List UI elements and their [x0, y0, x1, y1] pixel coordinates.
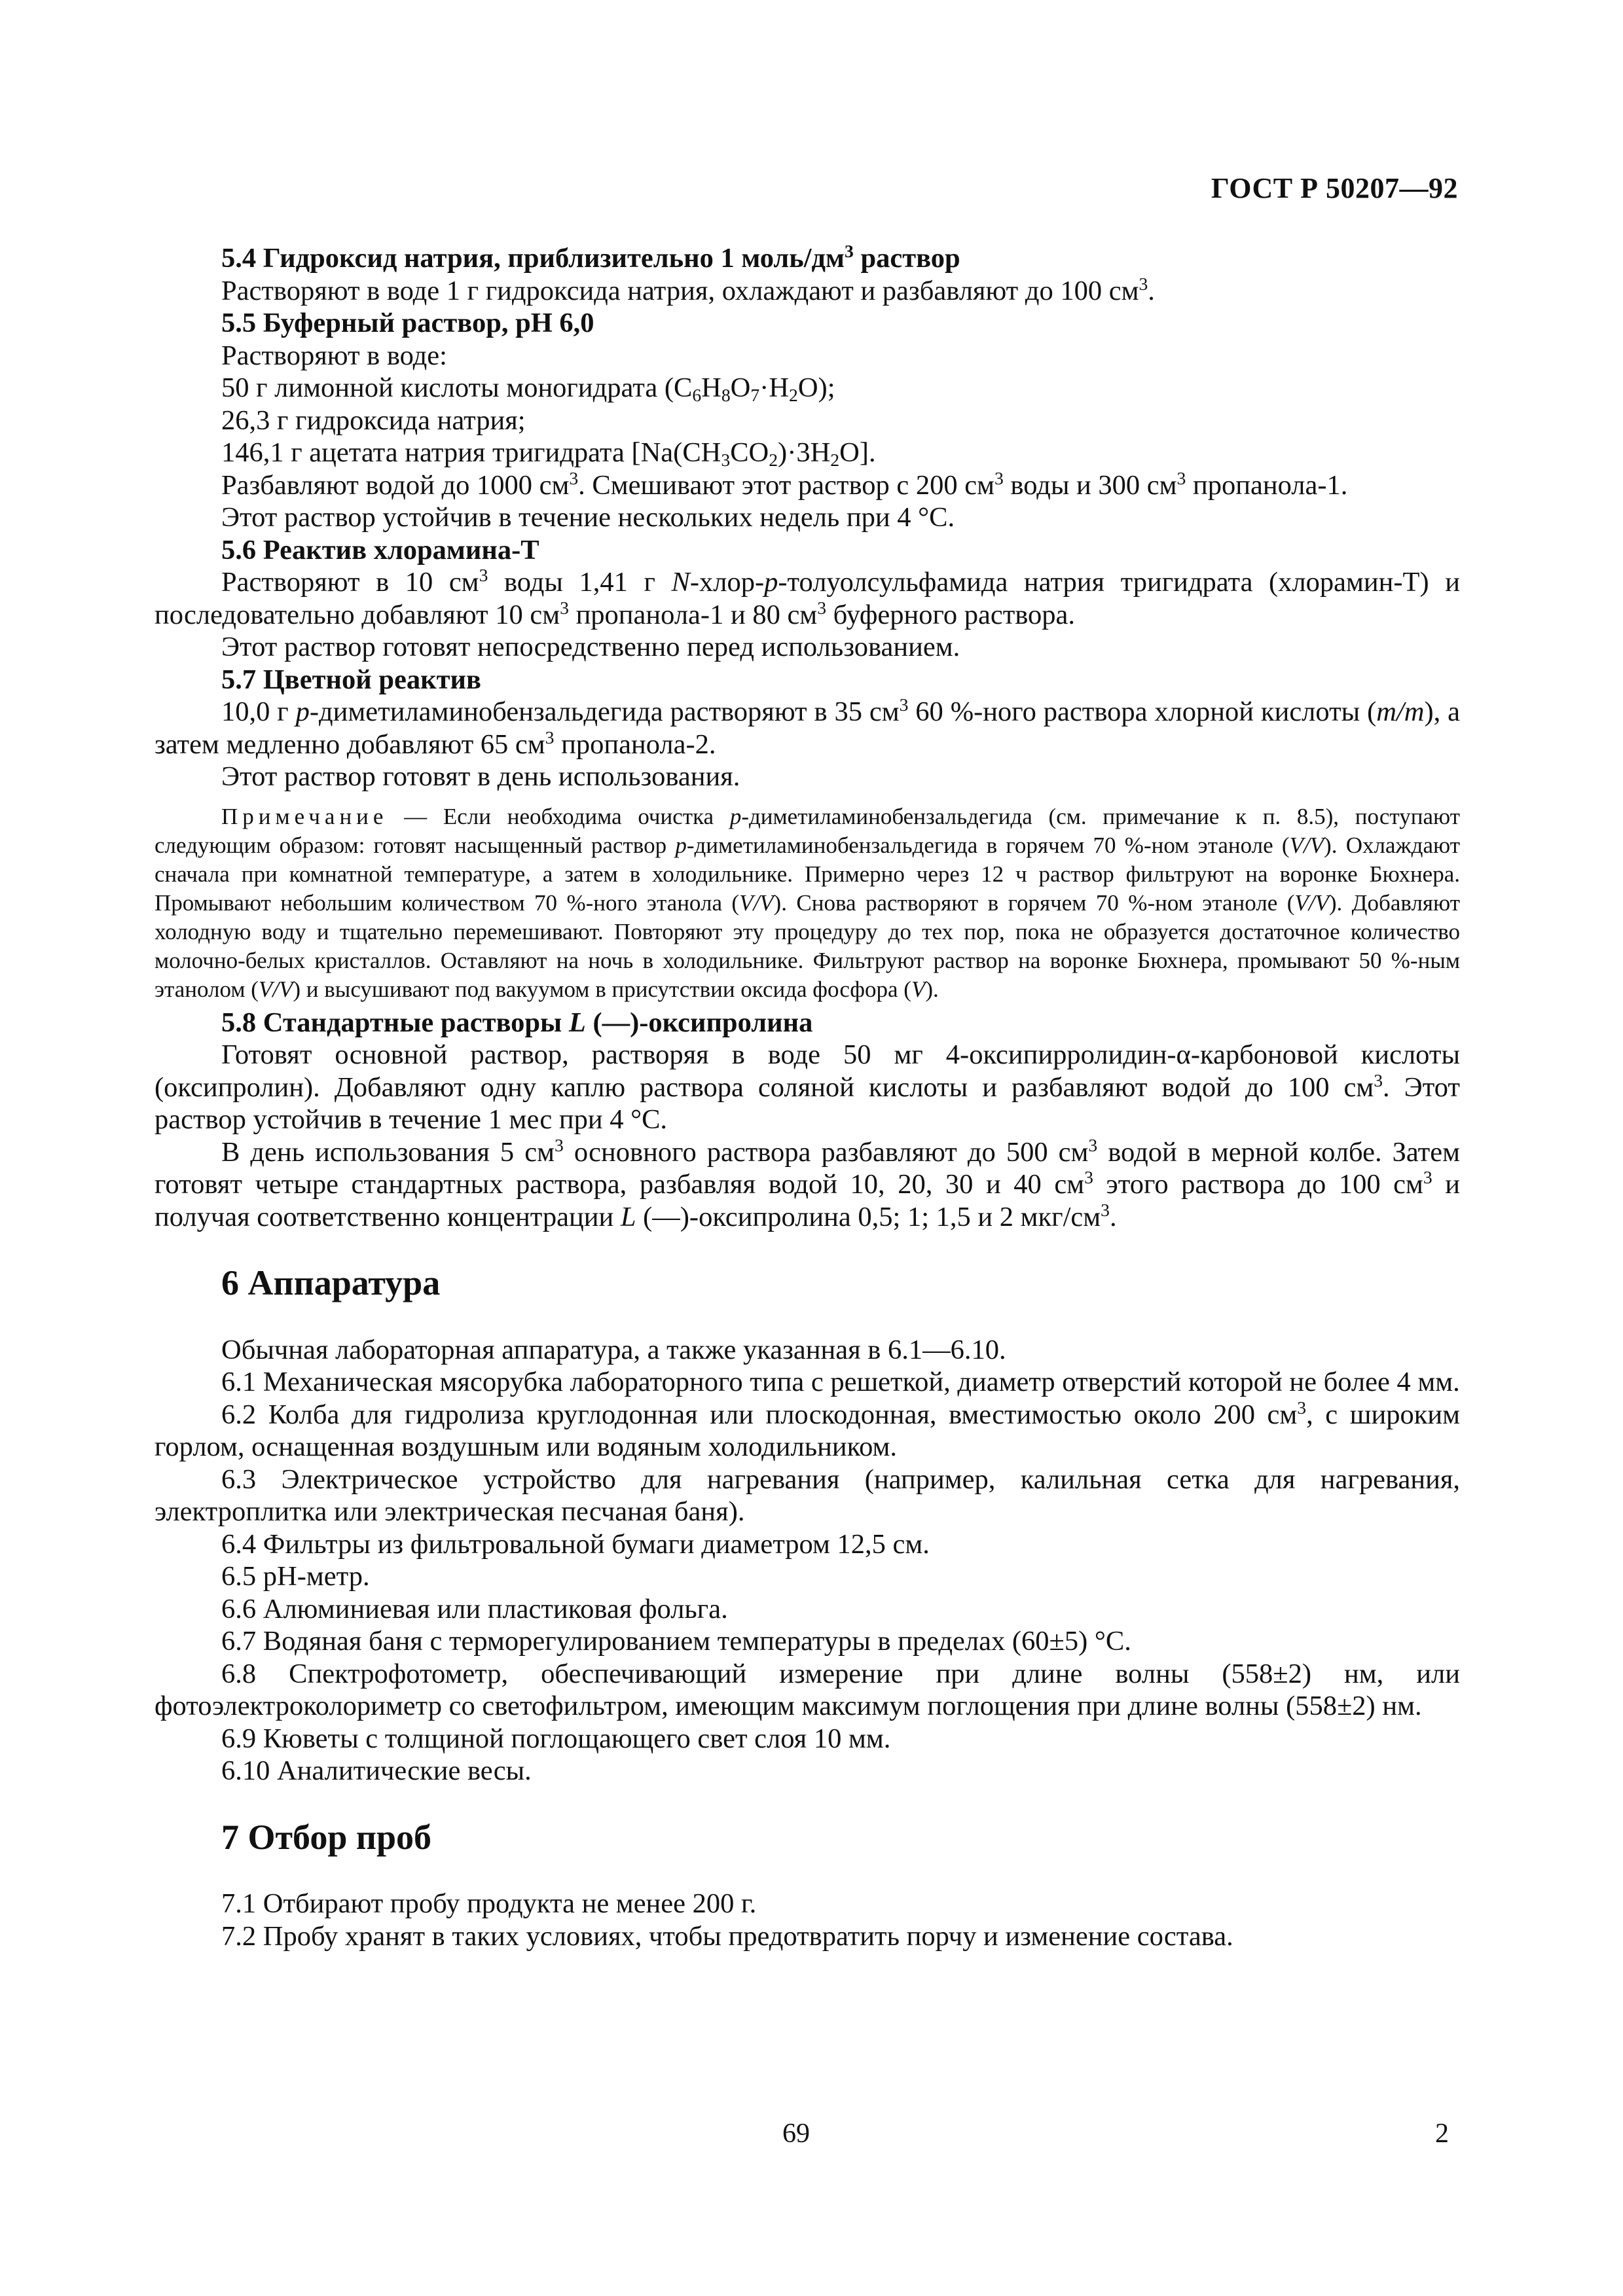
paragraph: В день использования 5 $см^3$ основного раствора разбавляют до 500 $см^3$ водой в мерной колбе. Затем готовят четыре стандартных раствора, разбавляя водой 10, 20, 30 и 40 $см^3$ этого раствора до 100 $см^3$ и получая соответственно концентрации L (—)-оксипролина 0,5; 1; 1,5 и 2 мкг/$см^3$.	[155, 1134, 1461, 1232]
paragraph: 7.2 Пробу хранят в таких условиях, чтобы предотвратить порчу и изменение состава.	[221, 1920, 1233, 1952]
paragraph: 6.10 Аналитические весы.	[221, 1755, 532, 1786]
sheet-number: 2	[1435, 2119, 1449, 2149]
paragraph: Обычная лабораторная аппаратура, а также указанная в 6.1—6.10.	[221, 1334, 1006, 1365]
paragraph: 6.1 Механическая мясорубка лабораторного типа с решеткой, диаметр отверстий которой не более 4 мм.	[221, 1367, 1460, 1397]
document-code-header: ГОСТ Р 50207—92	[1211, 172, 1458, 204]
paragraph: 6.9 Кюветы с толщиной поглощающего свет слоя 10 мм.	[221, 1723, 891, 1754]
paragraph: 6.8 Спектрофотометр, обеспечивающий измерение при длине волны (558±2) нм, или фотоэлектроколориметр со светофильтром, имеющим максимум поглощения при длине волны (558±2) нм.	[155, 1658, 1460, 1721]
paragraph: 146,1 г ацетата натрия тригидрата $[Na(CH_3CO_2)\cdot 3H_2O]$.	[221, 437, 876, 470]
paragraph: 26,3 г гидроксида натрия;	[221, 404, 526, 436]
paragraph: Готовят основной раствор, растворяя в воде 50 мг 4-оксипирролидин-α-карбоновой кислоты (оксипролин). Добавляют одну каплю раствора соляной кислоты и разбавляют водой до 100 $см^3$. Этот раствор устойчив в течение 1 мес при 4 °C.	[155, 1039, 1460, 1135]
paragraph: 10,0 г p-диметиламинобензальдегида растворяют в 35 $см^3$ 60 %-ного раствора хлорной кислоты (m/m), а затем медленно добавляют 65 $см^3$ пропанола-2.	[155, 694, 1460, 760]
paragraph: 6.4 Фильтры из фильтровальной бумаги диаметром 12,5 см.	[221, 1528, 930, 1560]
subsection-heading: 5.6 Реактив хлорамина-Т	[221, 534, 539, 565]
note-paragraph: Примечание — Если необходима очистка p-диметиламинобензальдегида (см. примечание к п. 8.5), поступают следующим образом: готовят насыщенный раствор p-диметиламинобензальдегида в горячем 70 %-ном этаноле (V/V). Охлаждают сначала при комнатной температуре, а затем в холодильнике. Примерно через 12 ч раствор фильтруют на воронке Бюхнера. Промывают небольшим количеством 70 %-ного этанола (V/V). Снова растворяют в горячем 70 %-ном этаноле (V/V). Добавляют холодную воду и тщательно перемешивают. Повторяют эту процедуру до тех пор, пока не образуется достаточное количество молочно-белых кристаллов. Оставляют на ночь в холодильнике. Фильтруют раствор на воронке Бюхнера, промывают 50 %-ным этанолом (V/V) и высушивают под вакуумом в присутствии оксида фосфора (V).	[155, 803, 1460, 1002]
subsection-heading: 5.4 Гидроксид натрия, приблизительно 1 моль/$дм^3$ раствор	[221, 240, 960, 274]
subsection-heading: 5.7 Цветной реактив	[221, 664, 481, 695]
paragraph: Этот раствор устойчив в течение нескольких недель при 4 °C.	[221, 502, 955, 533]
section-heading: 7 Отбор проб	[221, 1817, 431, 1857]
document-body	[155, 242, 1460, 1952]
paragraph: 6.2 Колба для гидролиза круглодонная или плоскодонная, вместимостью около 200 $см^3$, с широким горлом, оснащенная воздушным или водяным холодильником.	[155, 1397, 1460, 1462]
paragraph: 6.6 Алюминиевая или пластиковая фольга.	[221, 1593, 728, 1624]
paragraph: 50 г лимонной кислоты моногидрата $(C_6H_8O_7\cdot H_2O)$;	[221, 372, 835, 405]
paragraph: 7.1 Отбирают пробу продукта не менее 200 г.	[221, 1888, 757, 1919]
paragraph: Этот раствор готовят в день использования.	[221, 761, 740, 792]
paragraph: 6.5 pH-метр.	[221, 1561, 370, 1592]
paragraph: Растворяют в воде:	[221, 340, 447, 371]
paragraph: 6.7 Водяная баня с терморегулированием температуры в пределах (60±5) °C.	[221, 1626, 1131, 1657]
paragraph: Этот раствор готовят непосредственно перед использованием.	[221, 632, 960, 662]
paragraph: Разбавляют водой до 1000 $см^3$. Смешивают этот раствор с 200 $см^3$ воды и 300 $см^3$ пропанола-1.	[221, 467, 1348, 501]
subsection-heading: 5.8 Стандартные растворы L (—)-оксипролина	[221, 1007, 813, 1038]
paragraph: 6.3 Электрическое устройство для нагревания (например, калильная сетка для нагревания, электроплитка или электрическая песчаная баня).	[155, 1463, 1460, 1527]
section-heading: 6 Аппаратура	[221, 1263, 441, 1302]
subsection-heading: 5.5 Буферный раствор, pH 6,0	[221, 308, 594, 338]
paragraph: Растворяют в 10 $см^3$ воды 1,41 г N-хлор-p-толуолсульфамида натрия тригидрата (хлорамин-Т) и последовательно добавляют 10 $см^3$ пропанола-1 и 80 $см^3$ буферного раствора.	[155, 564, 1460, 630]
page-number: 69	[782, 2119, 810, 2149]
paragraph: Растворяют в воде 1 г гидроксида натрия, охлаждают и разбавляют до 100 $см^3$.	[221, 273, 1155, 306]
